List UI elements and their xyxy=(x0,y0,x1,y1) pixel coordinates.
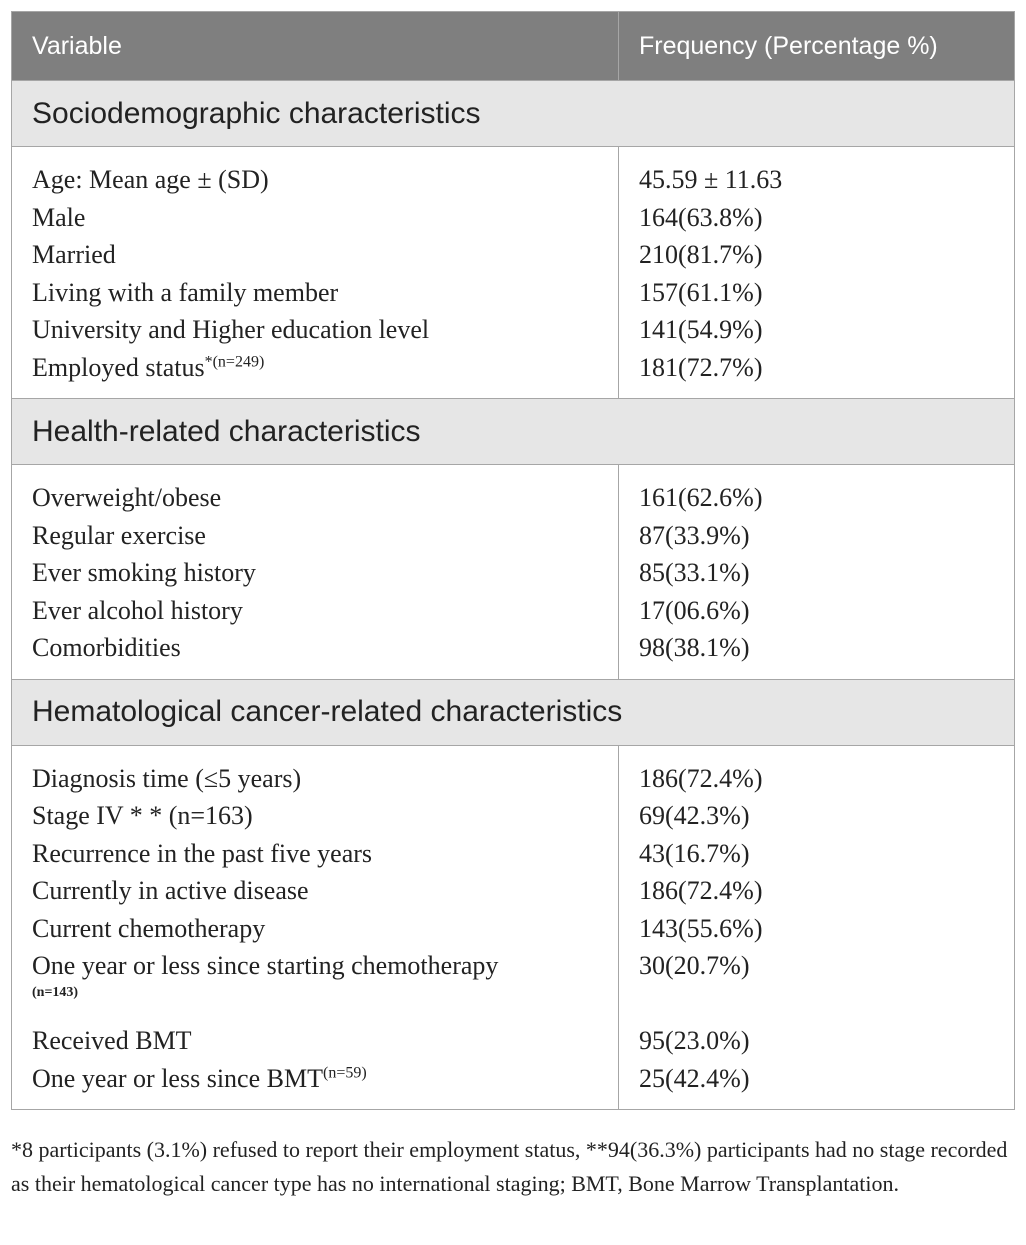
row-label: Currently in active disease xyxy=(32,876,309,905)
row-value: 164(63.8%) xyxy=(639,202,763,232)
row-label: Regular exercise xyxy=(32,520,206,550)
row-value: 69(42.3%) xyxy=(639,801,750,830)
table-footnote: *8 participants (3.1%) refused to report their employment status, **94(36.3%) participants had no stage recorded as their hematological cancer type has no international staging; BMT, Bone Marrow Transplantation. xyxy=(11,1137,1008,1196)
section-body-health xyxy=(12,465,1014,680)
row-label: Stage IV * * (n=163) xyxy=(32,801,253,830)
table-header xyxy=(12,12,1014,81)
row-value: 181(72.7%) xyxy=(639,352,763,382)
row-value: 143(55.6%) xyxy=(639,913,763,943)
row-label: Living with a family member xyxy=(32,277,339,307)
row-label xyxy=(32,1060,618,1098)
section-body-sociodemographic xyxy=(12,147,1014,399)
row-value: 186(72.4%) xyxy=(639,763,763,793)
row-value: 43(16.7%) xyxy=(639,838,750,868)
row-label: Ever alcohol history xyxy=(32,595,243,625)
row-value: 186(72.4%) xyxy=(639,876,763,905)
row-value: 17(06.6%) xyxy=(639,595,750,625)
row-label: Comorbidities xyxy=(32,633,181,662)
row-value: 25(42.4%) xyxy=(639,1063,750,1093)
row-label: Diagnosis time (≤5 years) xyxy=(32,763,302,793)
row-value: 87(33.9%) xyxy=(639,520,750,550)
section-title-hematological: Hematological cancer-related characteristics xyxy=(12,680,1014,746)
row-label xyxy=(32,349,618,387)
row-label: Married xyxy=(32,240,116,269)
section-title-sociodemographic: Sociodemographic characteristics xyxy=(12,81,1014,147)
row-value: 161(62.6%) xyxy=(639,483,763,512)
header-frequency: Frequency (Percentage %) xyxy=(639,31,938,60)
row-label: Male xyxy=(32,202,86,232)
row-label xyxy=(32,947,618,1022)
row-value: 85(33.1%) xyxy=(639,558,750,587)
row-value: 98(38.1%) xyxy=(639,633,750,662)
row-label: Overweight/obese xyxy=(32,483,222,512)
row-label: Age: Mean age ± (SD) xyxy=(32,165,269,194)
row-value: 95(23.0%) xyxy=(639,1026,750,1055)
row-label-text: Employed status xyxy=(32,352,205,382)
row-value: 30(20.7%) xyxy=(639,951,750,980)
row-label: Ever smoking history xyxy=(32,558,256,587)
row-label: University and Higher education level xyxy=(32,315,430,344)
row-value: 157(61.1%) xyxy=(639,277,763,307)
characteristics-table xyxy=(11,11,1015,1110)
row-label: Received BMT xyxy=(32,1026,192,1055)
row-label-subscript: (n=143) xyxy=(32,984,79,1000)
row-label-superscript: (n=59) xyxy=(322,1063,367,1081)
row-label-text: One year or less since BMT xyxy=(32,1063,323,1093)
row-label: Recurrence in the past five years xyxy=(32,838,373,868)
row-value: 141(54.9%) xyxy=(639,315,763,344)
section-title-health: Health-related characteristics xyxy=(12,399,1014,465)
row-value: 45.59 ± 11.63 xyxy=(639,165,783,194)
row-value: 210(81.7%) xyxy=(639,240,763,269)
row-label-text: One year or less since starting chemotherapy xyxy=(32,951,499,980)
section-body-hematological xyxy=(12,746,1014,1110)
row-label: Current chemotherapy xyxy=(32,913,266,943)
header-variable: Variable xyxy=(12,12,619,80)
row-label-superscript: *(n=249) xyxy=(204,352,265,370)
